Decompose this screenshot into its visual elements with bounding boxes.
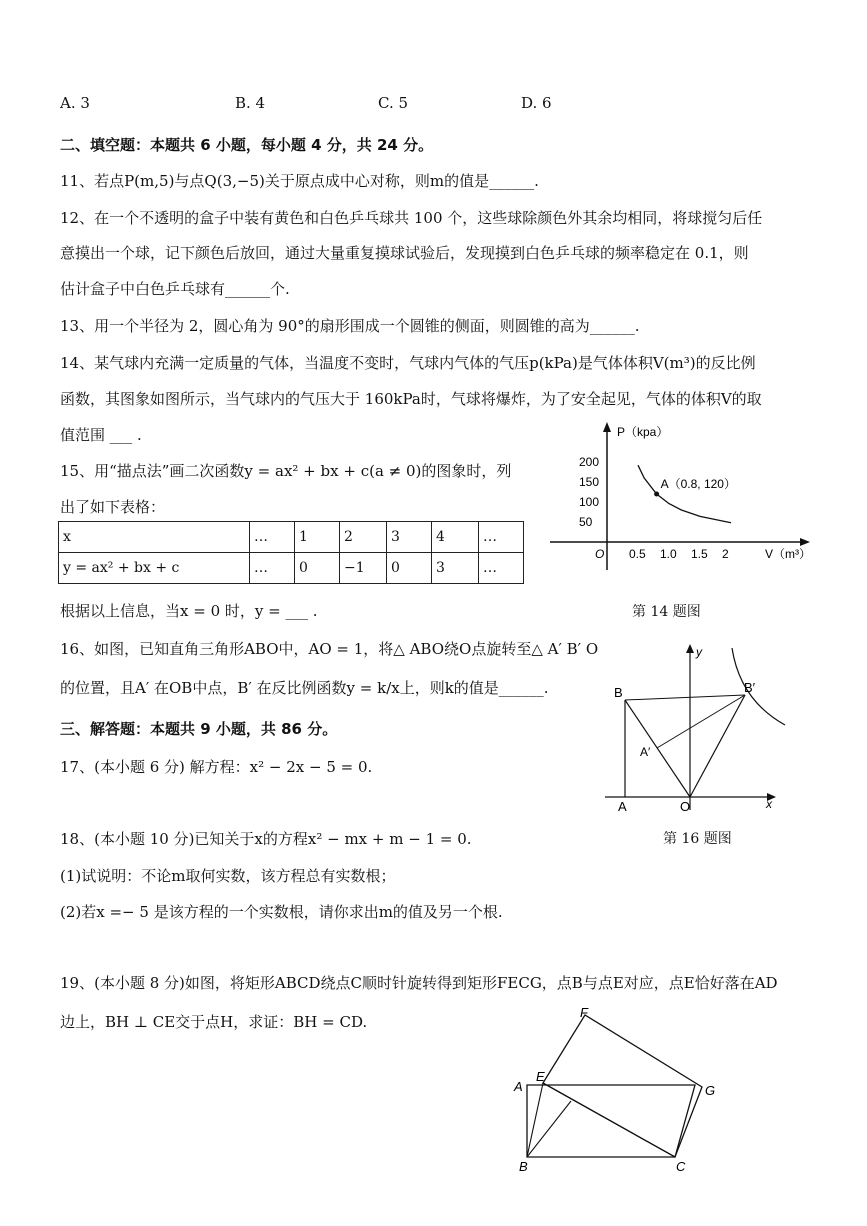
section-answer-title: 三、解答题：本题共 9 小题，共 86 分。 — [60, 720, 338, 738]
x-axis-arrow — [800, 538, 810, 546]
figure-14-graph — [545, 420, 820, 585]
x-axis-label: V（m³） — [765, 547, 811, 561]
question-13: 13、用一个半径为 2，圆心角为 90°的扇形围成一个圆锥的侧面，则圆锥的高为______. — [60, 317, 640, 335]
question-12-line-1: 12、在一个不透明的盒子中装有黄色和白色乒乓球共 100 个，这些球除颜色外其余均相同，将球搅匀后任 — [60, 209, 763, 227]
label-c: C — [676, 1159, 686, 1174]
y-tick-label: 150 — [579, 475, 600, 489]
y-axis-arrow — [686, 644, 694, 653]
question-14-line-3: 值范围 ___ . — [60, 426, 142, 444]
question-14-line-1: 14、某气球内充满一定质量的气体，当温度不变时，气球内气体的气压p(kPa)是气体体积V(m³)的反比例 — [60, 354, 756, 372]
table-cell: y = ax² + bx + c — [59, 553, 250, 584]
question-12-line-3: 估计盒子中白色乒乓球有______个. — [60, 280, 290, 298]
option-a: A. 3 — [60, 94, 90, 112]
x-tick-label: 2 — [722, 547, 729, 561]
table-cell: 4 — [432, 522, 479, 553]
curve-series-line — [638, 465, 731, 523]
rectangle-fecg — [543, 1015, 702, 1157]
table-cell: … — [250, 522, 295, 553]
figure-14-caption: 第 14 题图 — [632, 604, 701, 620]
y-axis-label: P（kpa） — [617, 425, 669, 439]
table-cell: … — [479, 522, 524, 553]
label-a-prime: A′ — [640, 745, 651, 759]
point-a-label: A（0.8, 120） — [660, 477, 736, 491]
y-tick-label: 50 — [579, 515, 593, 529]
segment-a2b2 — [657, 695, 745, 748]
question-15-line-1: 15、用“描点法”画二次函数y = ax² + bx + c(a ≠ 0)的图象时，列 — [60, 462, 512, 480]
label-b: B — [614, 685, 623, 700]
option-d: D. 6 — [521, 94, 552, 112]
question-16-line-2: 的位置，且A′ 在OB中点，B′ 在反比例函数y = k/x上，则k的值是______. — [60, 679, 549, 697]
origin-label: O — [595, 547, 605, 561]
x-tick-label: 0.5 — [629, 547, 646, 561]
question-19-line-2: 边上，BH ⊥ CE交于点H，求证：BH = CD. — [60, 1013, 368, 1031]
label-y: y — [696, 645, 702, 659]
question-12-line-2: 意摸出一个球，记下颜色后放回，通过大量重复摸球试验后，发现摸到白色乒乓球的频率稳定在 0.1，则 — [60, 244, 749, 262]
question-15-line-3: 根据以上信息，当x = 0 时，y = ___ . — [60, 602, 318, 620]
question-11: 11、若点P(m,5)与点Q(3,−5)关于原点成中心对称，则m的值是______. — [60, 172, 539, 190]
table-row — [59, 553, 524, 584]
figure-16-diagram — [600, 640, 790, 815]
segment-bb2 — [625, 695, 745, 700]
y-axis-arrow — [603, 422, 611, 432]
y-tick-label: 200 — [579, 455, 600, 469]
value-table — [58, 521, 524, 584]
table-cell: 3 — [387, 522, 432, 553]
question-14-line-2: 函数，其图象如图所示，当气球内的气压大于 160kPa时，气球将爆炸，为了安全起见，气体的体积V的取 — [60, 390, 762, 408]
table-cell: 1 — [295, 522, 340, 553]
label-f: F — [580, 1005, 588, 1020]
hyperbola-curve — [732, 648, 785, 725]
option-c: C. 5 — [378, 94, 409, 112]
x-tick-label: 1.0 — [660, 547, 677, 561]
question-16-line-1: 16、如图，已知直角三角形ABO中，AO = 1，将△ ABO绕O点旋转至△ A′ B′ O — [60, 640, 599, 658]
label-g: G — [705, 1083, 716, 1098]
point-a-marker — [654, 492, 659, 497]
table-row — [59, 522, 524, 553]
question-18-line-1: 18、(本小题 10 分)已知关于x的方程x² − mx + m − 1 = 0. — [60, 830, 472, 848]
question-19-line-1: 19、(本小题 8 分)如图，将矩形ABCD绕点C顺时针旋转得到矩形FECG，点B与点E对应，点E恰好落在AD — [60, 974, 778, 992]
question-18-line-3: (2)若x =− 5 是该方程的一个实数根，请你求出m的值及另一个根. — [60, 903, 503, 921]
table-cell: … — [479, 553, 524, 584]
label-x: x — [766, 797, 772, 811]
x-tick-label: 1.5 — [691, 547, 708, 561]
option-b: B. 4 — [235, 94, 266, 112]
y-tick-label: 100 — [579, 495, 600, 509]
figure-16-caption: 第 16 题图 — [663, 831, 732, 847]
segment-bo — [625, 700, 690, 797]
question-17: 17、(本小题 6 分) 解方程：x² − 2x − 5 = 0. — [60, 758, 373, 776]
label-a: A — [514, 1079, 523, 1094]
figure-19-diagram — [505, 1005, 735, 1175]
table-cell: 0 — [387, 553, 432, 584]
table-cell: … — [250, 553, 295, 584]
label-o: O — [680, 799, 691, 814]
label-b: B — [519, 1159, 528, 1174]
table-cell: x — [59, 522, 250, 553]
label-e: E — [536, 1069, 545, 1084]
table-cell: 2 — [340, 522, 387, 553]
label-a: A — [618, 799, 627, 814]
label-b-prime: B′ — [744, 680, 756, 695]
segment-be — [527, 1083, 543, 1157]
table-cell: −1 — [340, 553, 387, 584]
question-18-line-2: (1)试说明：不论m取何实数，该方程总有实数根； — [60, 867, 396, 885]
table-cell: 3 — [432, 553, 479, 584]
table-cell: 0 — [295, 553, 340, 584]
section-fill-in-title: 二、填空题：本题共 6 小题，每小题 4 分，共 24 分。 — [60, 136, 434, 154]
segment-ec — [543, 1083, 675, 1157]
segment-ob2 — [690, 695, 745, 797]
question-15-line-2: 出了如下表格： — [60, 498, 166, 516]
